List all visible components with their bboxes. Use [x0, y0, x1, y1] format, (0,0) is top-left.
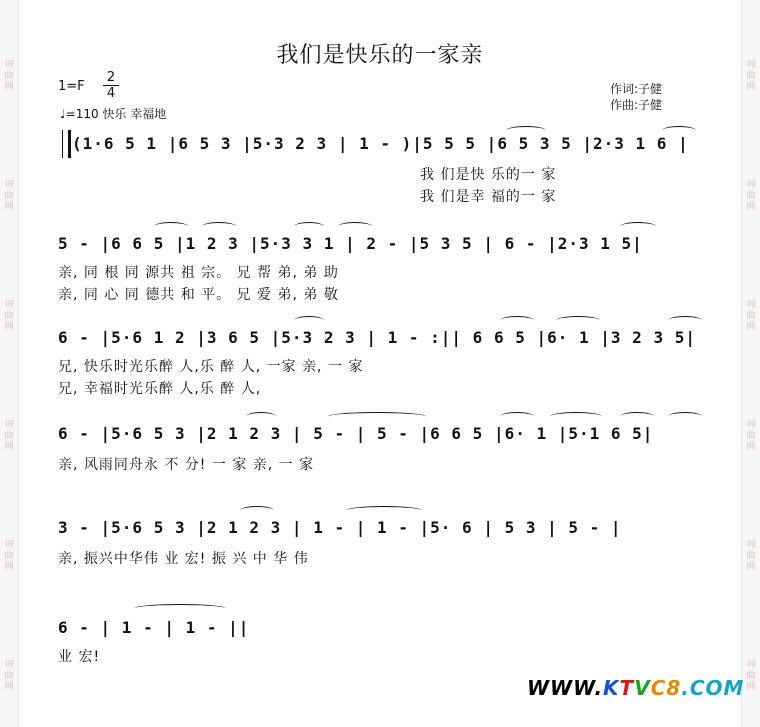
time-signature-top: 2	[103, 70, 119, 86]
lyrics-verse-1: 亲, 风雨同舟永 不 分! 一 家 亲, 一 家	[58, 457, 315, 473]
notation-row: 6 - | 1 - | 1 - ||	[58, 618, 250, 637]
slur	[294, 316, 324, 325]
lyricist-credit: 作词:子健	[610, 82, 663, 96]
url-segment: WWW.	[527, 676, 604, 700]
watermark-glyphs: 词 曲 网	[746, 660, 756, 692]
site-url-text	[527, 676, 744, 700]
watermark-glyphs: 词 曲 网	[746, 180, 756, 212]
watermark-glyphs: 词 曲 网	[4, 660, 14, 692]
lyrics-verse-2: 我 们是幸 福的一 家	[420, 189, 557, 205]
slur	[134, 604, 226, 613]
watermark-glyphs: 词 曲 网	[4, 300, 14, 332]
slur	[500, 412, 534, 421]
url-segment: C8	[650, 676, 682, 700]
slur	[506, 126, 546, 135]
watermark-glyphs: 词 曲 网	[746, 60, 756, 92]
slur	[328, 412, 426, 421]
slur	[154, 222, 188, 231]
url-segment: K	[603, 676, 620, 700]
notation-row: (1·6 5 1 |6 5 3 |5·3 2 3 | 1 - )|5 5 5 |6 5 3 5 |2·3 1 6 |	[72, 134, 689, 153]
notation-row: 6 - |5·6 1 2 |3 6 5 |5·3 2 3 | 1 - :|| 6 6 5 |6· 1 |3 2 3 5|	[58, 328, 696, 347]
watermark-glyphs: 词 曲 网	[4, 60, 14, 92]
watermark-glyphs: 词 曲 网	[4, 540, 14, 572]
slur	[240, 506, 274, 515]
slur	[668, 316, 702, 325]
slur	[662, 126, 696, 135]
time-signature	[103, 70, 119, 101]
lyrics-verse-1: 我 们是快 乐的一 家	[420, 167, 557, 183]
slur	[668, 412, 702, 421]
time-signature-bottom: 4	[106, 86, 116, 101]
slur	[294, 222, 324, 231]
url-segment: V	[634, 676, 651, 700]
watermark-glyphs: 词 曲 网	[746, 540, 756, 572]
slur	[620, 222, 656, 231]
lyrics-verse-1: 业 宏!	[58, 649, 101, 665]
left-margin-strip	[0, 0, 19, 727]
start-repeat-barline	[62, 130, 71, 158]
notation-row: 5 - |6 6 5 |1 2 3 |5·3 3 1 | 2 - |5 3 5 | 6 - |2·3 1 5|	[58, 234, 643, 253]
slur	[338, 222, 372, 231]
slur	[620, 412, 654, 421]
slur	[202, 222, 236, 231]
slur	[500, 316, 534, 325]
url-segment: T	[619, 676, 635, 700]
quarter-note-icon: ♩	[60, 107, 66, 121]
right-margin-strip	[741, 0, 760, 727]
lyrics-verse-2: 亲, 同 心 同 德共 和 平。 兄 爱 弟, 弟 敬	[58, 287, 339, 303]
notation-row: 3 - |5·6 5 3 |2 1 2 3 | 1 - | 1 - |5· 6 | 5 3 | 5 - |	[58, 518, 622, 537]
lyrics-verse-1: 亲, 振兴中华伟 业 宏! 振 兴 中 华 伟	[58, 551, 309, 567]
lyrics-verse-1: 亲, 同 根 同 源共 祖 宗。 兄 帮 弟, 弟 助	[58, 265, 339, 281]
site-watermark-url	[527, 676, 744, 700]
url-segment: .COM	[681, 676, 745, 700]
slur	[556, 316, 600, 325]
composer-credit: 作曲:子健	[610, 98, 663, 112]
watermark-glyphs: 词 曲 网	[4, 180, 14, 212]
watermark-glyphs: 词 曲 网	[746, 300, 756, 332]
tempo-marking	[60, 105, 166, 122]
tempo-text: =110 快乐 幸福地	[65, 107, 167, 121]
lyrics-verse-1: 兄, 快乐时光乐醉 人,乐 醉 人, 一家 亲, 一 家	[58, 359, 364, 375]
slur	[346, 506, 422, 515]
slur	[246, 412, 276, 421]
key-signature: 1=F	[58, 79, 85, 94]
watermark-glyphs: 词 曲 网	[4, 420, 14, 452]
lyrics-verse-2: 兄, 幸福时光乐醉 人,乐 醉 人,	[58, 381, 262, 397]
slur	[550, 412, 602, 421]
song-title: 我们是快乐的一家亲	[276, 43, 484, 68]
watermark-glyphs: 词 曲 网	[746, 420, 756, 452]
notation-row: 6 - |5·6 5 3 |2 1 2 3 | 5 - | 5 - |6 6 5 |6· 1 |5·1 6 5|	[58, 424, 654, 443]
